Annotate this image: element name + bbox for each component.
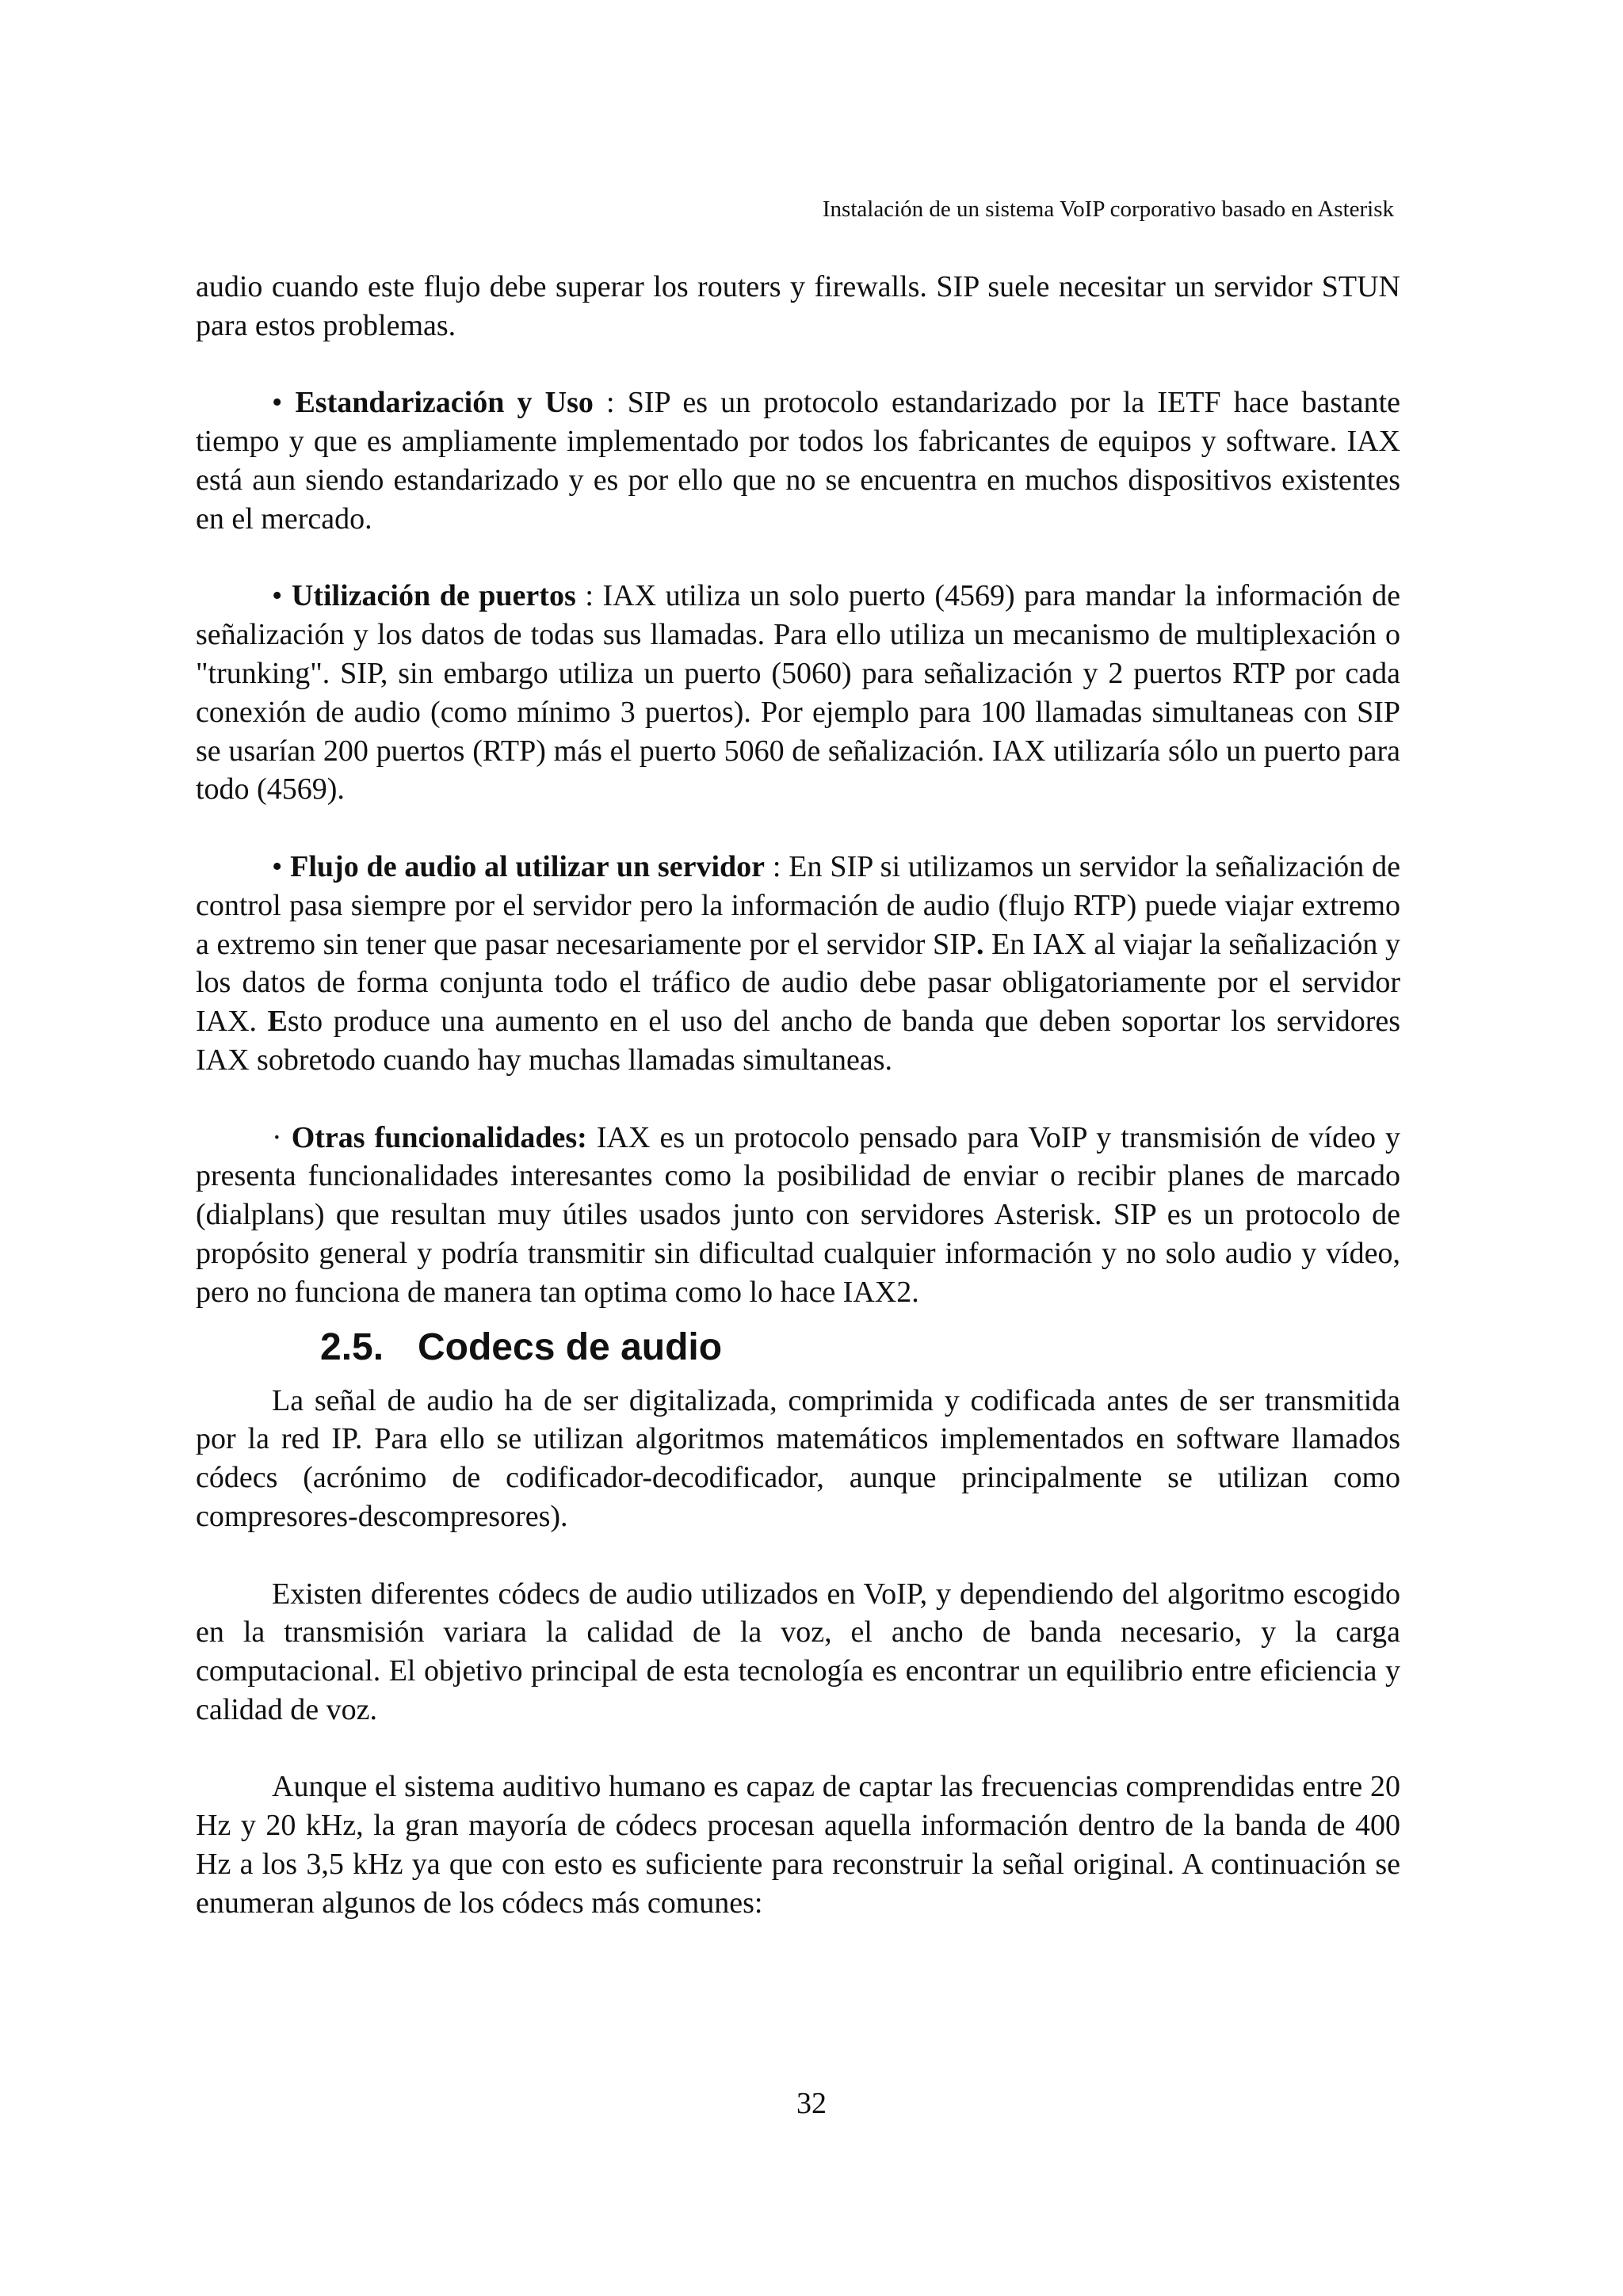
bullet-text: IAX es un protocolo pensado para VoIP y transmisión de vídeo y presenta funcionalidades interesantes como la posibilidad de enviar o recibir planes de marcado (dialplans) que resultan muy útiles usados junto con servidores Asterisk. SIP es un protocolo de propósito general y podría transmitir sin dificultad cualquier información y no solo audio y vídeo, pero no funciona de manera tan optima como lo hace IAX2. <box>196 1120 1401 1309</box>
bullet-other-features <box>196 1119 1400 1312</box>
bullet-icon: • <box>272 579 283 613</box>
section-title: Codecs de audio <box>418 1325 723 1368</box>
section-paragraph: La señal de audio ha de ser digitalizada, comprimida y codificada antes de ser transmitida por la red IP. Para ello se utilizan algoritmos matemáticos implementados en software llamados códecs (acrónimo de codificador-decodificador, aunque principalmente se utilizan como compresores-descompresores). <box>196 1383 1400 1533</box>
bullet-text-part-2: En IAX al viajar la señalización y los datos de forma conjunta todo el tráfico de audio debe pasar obligatoriamente por el servidor IAX. <box>196 927 1400 1039</box>
page-number: 32 <box>796 2087 827 2120</box>
bullet-separator: : <box>585 579 594 613</box>
bullet-standardization <box>196 383 1400 538</box>
bullet-title: Flujo de audio al utilizar un servidor <box>290 849 766 883</box>
section-paragraph: Existen diferentes códecs de audio utilizados en VoIP, y dependiendo del algoritmo escogido en la transmisión variara la calidad de la voz, el ancho de banda necesario, y la carga computacional. El objetivo principal de esta tecnología es encontrar un equilibrio entre eficiencia y calidad de voz. <box>196 1577 1400 1726</box>
bullet-ports <box>196 577 1400 809</box>
section-heading <box>320 1325 1400 1371</box>
running-header: Instalación de un sistema VoIP corporativo basado en Asterisk <box>822 196 1394 222</box>
bullet-separator: : <box>772 849 781 883</box>
intro-paragraph: audio cuando este flujo debe superar los routers y firewalls. SIP suele necesitar un servidor STUN para estos problemas. <box>196 270 1400 342</box>
page-body <box>196 268 1400 1923</box>
bullet-text-part-1: En SIP si utilizamos un servidor la señalización de control pasa siempre por el servidor pero la información de audio (flujo RTP) puede viajar extremo a extremo sin tener que pasar necesariamente por el servidor SIP <box>196 849 1400 961</box>
bullet-text-part-3: sto produce una aumento en el uso del ancho de banda que deben soportar los servidores IAX sobretodo cuando hay muchas llamadas simultaneas. <box>196 1005 1401 1077</box>
bullet-title: Otras funcionalidades: <box>291 1120 587 1154</box>
bullet-text: IAX utiliza un solo puerto (4569) para mandar la información de señalización y los datos de todas sus llamadas. Para ello utiliza un mecanismo de multiplexación o "trunking". SIP, sin embargo utiliza un puerto (5060) para señalización y 2 puertos RTP por cada conexión de audio (como mínimo 3 puertos). Por ejemplo para 100 llamadas simultaneas con SIP se usarían 200 puertos (RTP) más el puerto 5060 de señalización. IAX utilizaría sólo un puerto para todo (4569). <box>196 579 1400 807</box>
bold-initial-letter: E <box>267 1005 288 1039</box>
bullet-title: Utilización de puertos <box>291 579 576 613</box>
section-number: 2.5. <box>320 1325 384 1368</box>
bullet-audio-flow <box>196 848 1400 1080</box>
bullet-title: Estandarización y Uso <box>295 386 594 420</box>
bullet-icon: • <box>272 386 283 420</box>
bullet-icon: · <box>272 1120 282 1154</box>
bullet-text: SIP es un protocolo estandarizado por la IETF hace bastante tiempo y que es ampliamente implementado por todos los fabricantes de equipos y software. IAX está aun siendo estandarizado y es por ello que no se encuentra en muchos dispositivos existentes en el mercado. <box>196 386 1400 536</box>
bullet-separator: : <box>606 386 615 420</box>
section-paragraph: Aunque el sistema auditivo humano es capaz de captar las frecuencias comprendidas entre 20 Hz y 20 kHz, la gran mayoría de códecs procesan aquella información dentro de la banda de 400 Hz a los 3,5 kHz ya que con esto es suficiente para reconstruir la señal original. A continuación se enumeran algunos de los códecs más comunes: <box>196 1770 1400 1920</box>
bullet-icon: • <box>272 849 283 883</box>
bold-period: . <box>976 927 984 961</box>
